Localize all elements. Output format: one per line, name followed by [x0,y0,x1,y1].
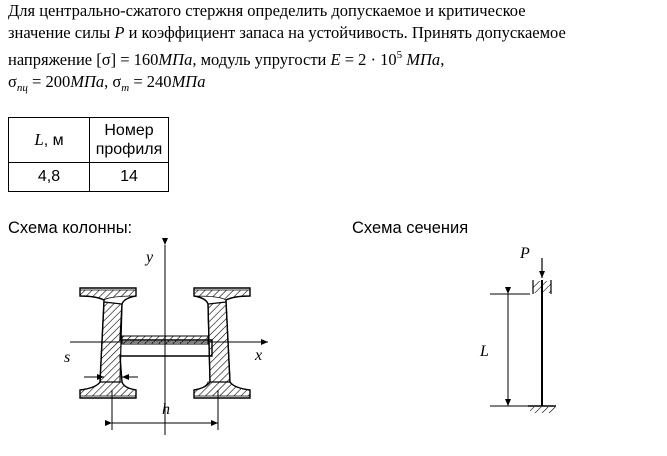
left-web-hatch [100,302,122,382]
task-line-1: Для центрально-сжатого стержня определить допускаемое и критическое [8,1,526,20]
base-hatch [530,407,556,413]
label-s: s [64,349,71,366]
label-x: x [255,347,263,364]
right-web-hatch [208,302,230,382]
cross-section [64,245,268,435]
task-line-2: значение силы P и коэффициент запаса на устойчивость. Принять допускаемое [8,23,566,42]
column-scheme [479,245,556,413]
cell-profile-value: 14 [90,163,169,192]
cell-length-value: 4,8 [9,163,90,192]
connecting-plate [122,336,208,344]
header-profile: Номер профиля [90,118,169,163]
label-P: P [520,245,530,262]
label-y: y [146,249,154,266]
task-line-3: напряжение [σ] = 160МПа, модуль упругости $E = 2 \cdot 10^5$ МПа, [8,49,445,69]
caption-section-scheme: Схема сечения [352,219,469,237]
caption-column-scheme: Схема колонны: [8,219,133,237]
task-line-4: $\sigma_{пц} = 200МПа$, $\sigma_т = 240МПа$ [8,72,206,94]
header-length: L, м [9,118,90,163]
right-bottom-flange [194,382,250,396]
left-bottom-flange [80,382,136,396]
label-h: h [162,401,170,418]
label-L: L [480,343,489,360]
